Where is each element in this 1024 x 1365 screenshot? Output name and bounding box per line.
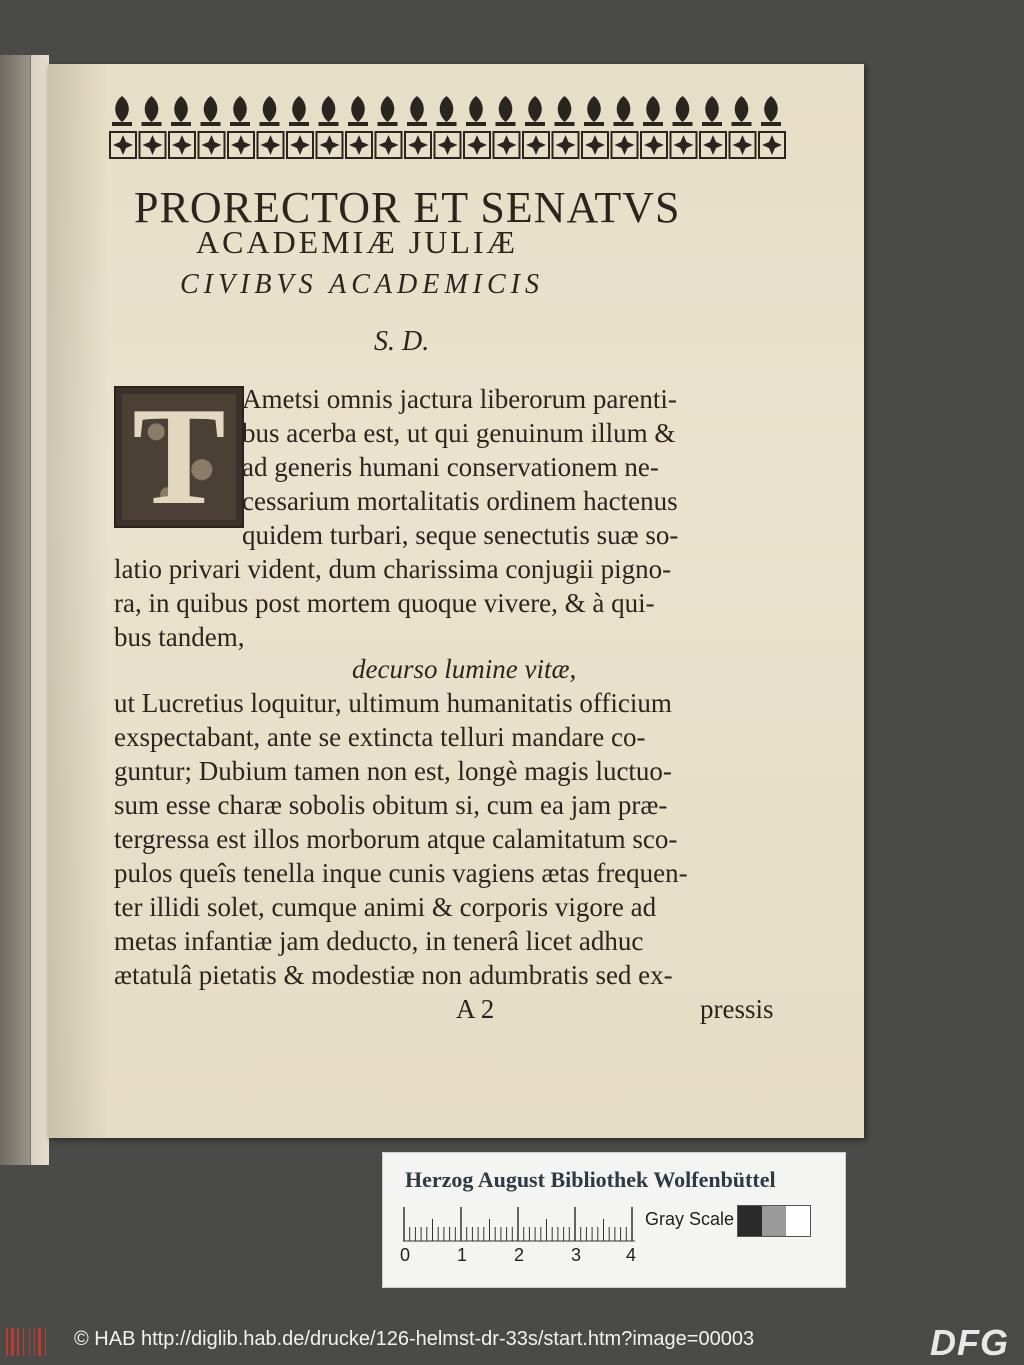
color-calibration-card (382, 1152, 846, 1288)
ruler (403, 1207, 635, 1243)
fleuron-ornament (584, 96, 604, 126)
ornament-graphic (108, 92, 788, 162)
text-line: sum esse charæ sobolis obitum si, cum ea jam præ- (114, 790, 668, 820)
ruler-number: 4 (626, 1245, 637, 1265)
star-tile-ornament (110, 132, 136, 158)
text-line: quidem turbari, seque senectutis suæ so- (242, 520, 679, 550)
fleuron-ornament (319, 96, 339, 126)
text-line: ut Lucretius loquitur, ultimum humanitatis officium (114, 688, 672, 718)
ruler-number: 1 (457, 1245, 468, 1265)
fleuron-ornament (171, 96, 191, 126)
star-tile-ornament (730, 132, 756, 158)
fleuron-ornament (643, 96, 663, 126)
dfg-logo: DFG (930, 1322, 1009, 1363)
star-tile-ornament (258, 132, 284, 158)
star-tile-ornament (553, 132, 579, 158)
star-tile-ornament (435, 132, 461, 158)
star-tile-ornament (346, 132, 372, 158)
fleuron-ornament (378, 96, 398, 126)
fleuron-ornament (348, 96, 368, 126)
text-line: pulos queîs tenella inque cunis vagiens ætas frequen- (114, 858, 688, 888)
copyright-url[interactable]: © HAB http://diglib.hab.de/drucke/126-helmst-dr-33s/start.htm?image=00003 (74, 1328, 755, 1350)
star-tile-ornament (759, 132, 785, 158)
gray-scale-swatches (737, 1205, 811, 1237)
star-tile-ornament (700, 132, 726, 158)
signature-mark: A 2 (456, 994, 495, 1024)
fleuron-ornament (289, 96, 309, 126)
fleuron-ornament (761, 96, 781, 126)
quotation: decurso lumine vitæ, (352, 654, 577, 684)
swatch-light (786, 1206, 810, 1236)
left-page-edge (0, 55, 48, 1165)
text-line: bus tandem, (114, 622, 245, 652)
card-title: Herzog August Bibliothek Wolfenbüttel (405, 1167, 776, 1192)
text-line: ætatulâ pietatis & modestiæ non adumbratis sed ex- (114, 960, 673, 990)
heading-line-3: CIVIBVS ACADEMICIS (180, 269, 544, 300)
star-tile-ornament (641, 132, 667, 158)
footer-bar (0, 1318, 1024, 1365)
star-tile-ornament (228, 132, 254, 158)
star-tile-ornament (287, 132, 313, 158)
barcode-bar (11, 1328, 14, 1356)
heading-line-2: ACADEMIÆ JULIÆ (196, 224, 518, 260)
star-tile-ornament (464, 132, 490, 158)
text-line: Ametsi omnis jactura liberorum parenti- (242, 384, 677, 414)
fleuron-ornament (260, 96, 280, 126)
star-tile-ornament (317, 132, 343, 158)
ruler-ticks (403, 1207, 635, 1243)
fleuron-ornament (142, 96, 162, 126)
fleuron-ornament (614, 96, 634, 126)
ruler-number: 2 (514, 1245, 525, 1265)
catchword: pressis (700, 994, 774, 1024)
ruler-number: 0 (400, 1245, 411, 1265)
star-tile-ornament (376, 132, 402, 158)
star-tile-ornament (582, 132, 608, 158)
star-tile-ornament (523, 132, 549, 158)
fleuron-ornament (702, 96, 722, 126)
binding-edge (30, 55, 49, 1165)
fleuron-ornament (732, 96, 752, 126)
barcode-bar (34, 1328, 35, 1356)
fleuron-ornament (407, 96, 427, 126)
barcode-bar (6, 1328, 8, 1356)
barcode-bar (38, 1328, 41, 1356)
fleuron-ornament (496, 96, 516, 126)
star-tile-ornament (169, 132, 195, 158)
fleuron-ornament (201, 96, 221, 126)
text-line: guntur; Dubium tamen non est, longè magis luctuo- (114, 756, 672, 786)
barcode-bar (45, 1328, 46, 1356)
barcode-icon (6, 1328, 50, 1356)
fleuron-ornament (466, 96, 486, 126)
text-line: metas infantiæ jam deducto, in tenerâ licet adhuc (114, 926, 644, 956)
star-tile-ornament (671, 132, 697, 158)
text-line: latio privari vident, dum charissima conjugii pigno- (114, 554, 672, 584)
swatch-mid (762, 1206, 786, 1236)
swatch-dark (738, 1206, 762, 1236)
fleuron-ornament (437, 96, 457, 126)
salutation: S. D. (374, 326, 430, 357)
text-line: ad generis humani conservationem ne- (242, 452, 659, 482)
heading-line-1: PRORECTOR ET SENATVS (134, 183, 681, 232)
decorated-initial (114, 379, 244, 534)
text-line: cessarium mortalitatis ordinem hactenus (242, 486, 678, 516)
barcode-bar (23, 1328, 24, 1356)
fleuron-ornament (112, 96, 132, 126)
barcode-graphic (6, 1328, 50, 1356)
star-tile-ornament (140, 132, 166, 158)
star-tile-ornament (494, 132, 520, 158)
fleuron-ornament (230, 96, 250, 126)
fleuron-ornament (525, 96, 545, 126)
text-line: ter illidi solet, cumque animi & corporis vigore ad (114, 892, 657, 922)
fleuron-ornament (555, 96, 575, 126)
ruler-number: 3 (571, 1245, 582, 1265)
barcode-bar (17, 1328, 19, 1356)
star-tile-ornament (199, 132, 225, 158)
text-line: bus acerba est, ut qui genuinum illum & (242, 418, 676, 448)
text-line: tergressa est illos morborum atque calamitatum sco- (114, 824, 678, 854)
gray-scale-label: Gray Scale (645, 1209, 735, 1229)
barcode-bar (29, 1328, 30, 1356)
ornamental-border (108, 92, 788, 162)
text-line: exspectabant, ante se extincta telluri mandare co- (114, 722, 646, 752)
initial-letter: T (132, 379, 226, 534)
document-page (48, 64, 864, 1138)
text-line: ra, in quibus post mortem quoque vivere, & à qui- (114, 588, 655, 618)
fleuron-ornament (673, 96, 693, 126)
star-tile-ornament (612, 132, 638, 158)
star-tile-ornament (405, 132, 431, 158)
